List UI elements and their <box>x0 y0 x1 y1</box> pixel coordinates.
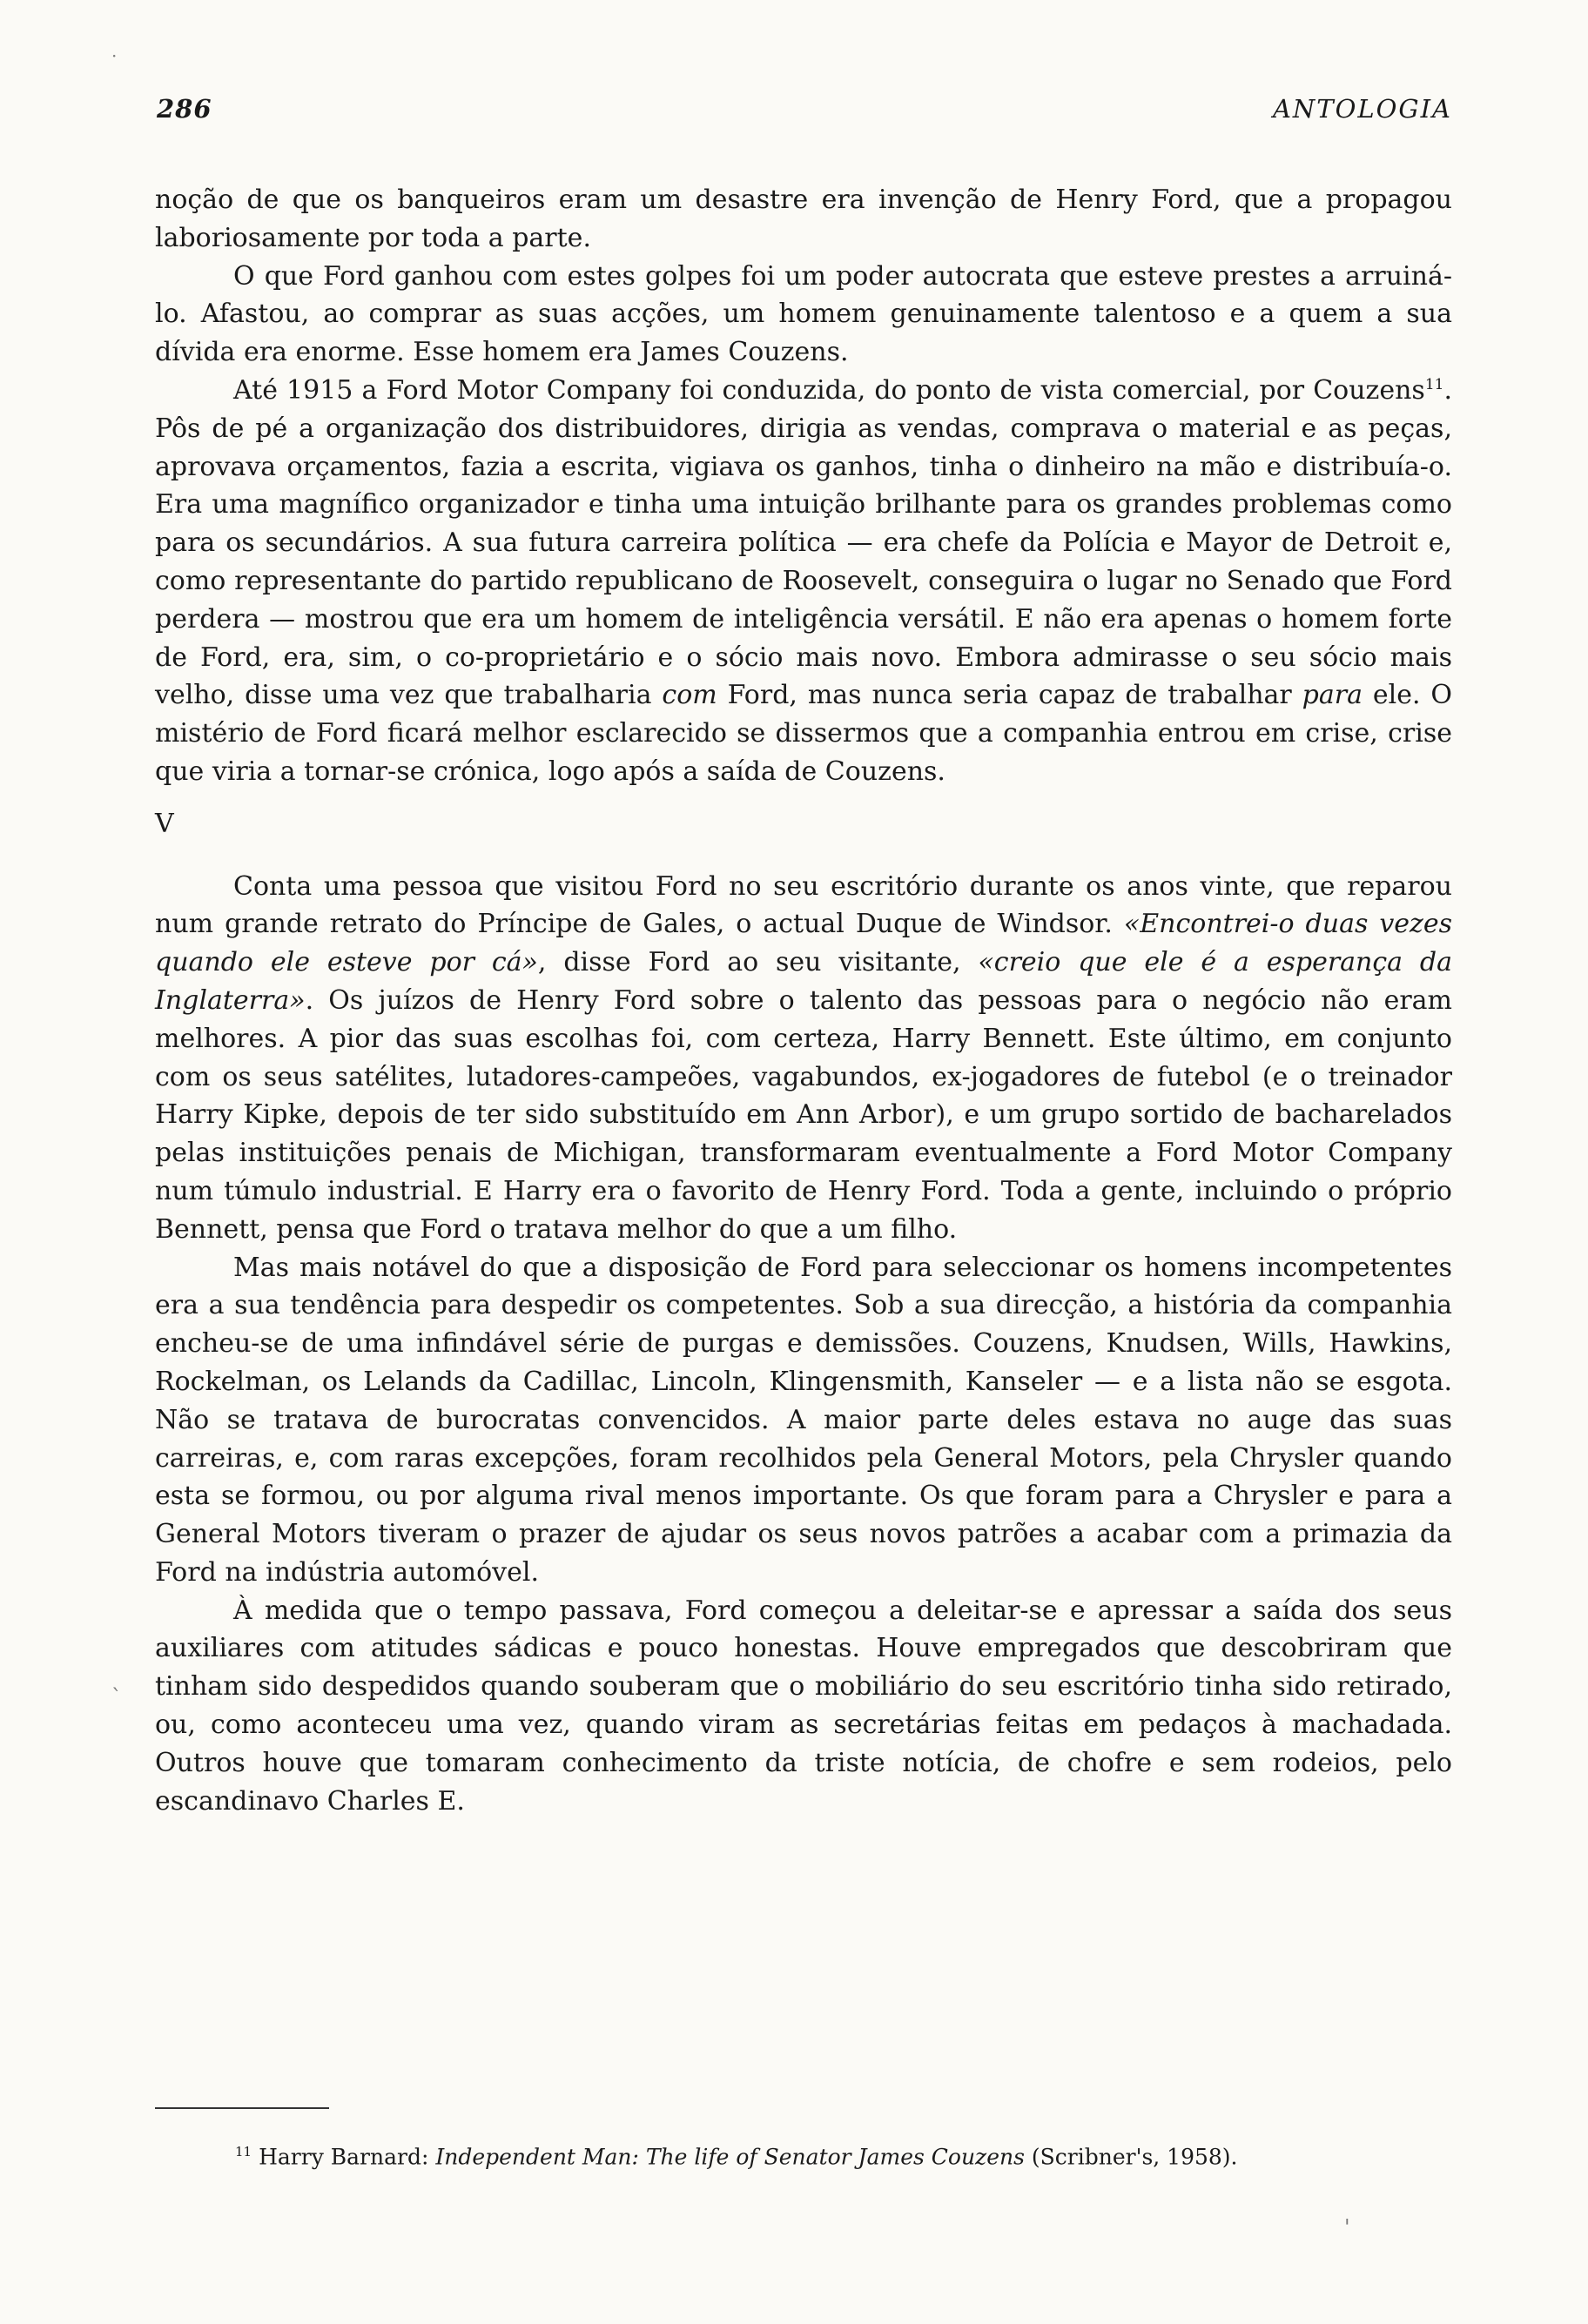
footnote-divider <box>155 2107 329 2109</box>
paragraph-text: . Pôs de pé a organização dos distribuidores, dirigia as vendas, comprava o material e as peças, aprovava orçamentos, fazia a escrita, vigiava os ganhos, tinha o dinheiro na mão e distribuía-o. Era uma magnífico organizador e tinha uma intuição brilhante para os grandes problemas como para os secundários. A sua futura carreira política — era chefe da Polícia e Mayor de Detroit e, como representante do partido republicano de Roosevelt, conseguira o lugar no Senado que Ford perdera — mostrou que era um homem de inteligência versátil. E não era apenas o homem forte de Ford, era, sim, o co-proprietário e o sócio mais novo. Embora admirasse o seu sócio mais velho, disse uma vez que trabalharia <box>155 374 1452 711</box>
footnote <box>235 2137 1471 2172</box>
paragraph: O que Ford ganhou com estes golpes foi um poder autocrata que esteve prestes a arruiná-lo. Afastou, ao comprar as suas acções, um homem genuinamente talentoso e a quem a sua dívida era enorme. Esse homem era James Couzens. <box>155 260 1452 368</box>
paragraph-text: Ford, mas nunca seria capaz de trabalhar <box>717 680 1302 711</box>
stray-mark: ` <box>111 1685 122 1709</box>
paragraph-text: . Os juízos de Henry Ford sobre o talento das pessoas para o negócio não eram melhores. A pior das suas escolhas foi, com certeza, Harry Bennett. Este último, em conjunto com os seus satélites, lutadores-campeões, vagabundos, ex-jogadores de futebol (e o treinador Harry Kipke, depois de ter sido substituído em Ann Arbor), e um grupo sortido de bacharelados pelas instituições penais de Michigan, transformaram eventualmente a Ford Motor Company num túmulo industrial. E Harry era o favorito de Henry Ford. Toda a gente, incluindo o próprio Bennett, pensa que Ford o tratava melhor do que a um filho. <box>155 984 1452 1245</box>
footnote-number: 11 <box>235 2144 252 2159</box>
body-text <box>155 181 1452 1820</box>
footnote-reference: 11 <box>1424 375 1444 393</box>
running-title: ANTOLOGIA <box>1272 94 1452 124</box>
paragraph-text: Conta uma pessoa que visitou Ford no seu escritório durante os anos vinte, que reparou num grande retrato do Príncipe de Gales, o actual Duque de Windsor. <box>155 870 1452 940</box>
paragraph: Mas mais notável do que a disposição de Ford para seleccionar os homens incompetentes era a sua tendência para despedir os competentes. Sob a sua direcção, a história da companhia encheu-se de uma infindável série de purgas e demissões. Couzens, Knudsen, Wills, Hawkins, Rockelman, os Lelands da Cadillac, Lincoln, Klingensmith, Kanseler — e a lista não se esgota. Não se tratava de burocratas convencidos. A maior parte deles estava no auge das suas carreiras, e, com raras excepções, foram recolhidos pela General Motors, pela Chrysler quando esta se formou, ou por alguma rival menos importante. Os que foram para a Chrysler e para a General Motors tiveram o prazer de ajudar os seus novos patrões a acabar com a primazia da Ford na indústria automóvel. <box>155 1252 1452 1588</box>
emphasis: com <box>662 680 717 711</box>
footnote-title: Independent Man: The life of Senator James Couzens <box>435 2144 1025 2170</box>
page-header <box>157 94 1452 129</box>
paragraph-text: ele. O mistério de Ford ficará melhor esclarecido se dissermos que a companhia entrou em crise, crise que viria a tornar-se crónica, logo após a saída de Couzens. <box>155 680 1453 787</box>
footnote-author: Harry Barnard: <box>259 2144 436 2170</box>
quotation: «creio que ele é a esperança da Inglaterra» <box>155 947 1453 1016</box>
quotation: «Encontrei-o duas vezes quando ele esteve por cá» <box>155 909 1452 978</box>
paragraph-text: Até 1915 a Ford Motor Company foi conduzida, do ponto de vista comercial, por Couzens <box>233 374 1425 406</box>
emphasis: para <box>1302 680 1363 711</box>
paragraph-text: , disse Ford ao seu visitante, <box>537 947 979 978</box>
stray-mark: ' <box>1344 2215 1350 2240</box>
paragraph <box>155 372 1452 791</box>
footnote-publisher: (Scribner's, 1958). <box>1024 2144 1238 2170</box>
paragraph: noção de que os banqueiros eram um desastre era invenção de Henry Ford, que a propagou laboriosamente por toda a parte. <box>155 185 1452 253</box>
paragraph: À medida que o tempo passava, Ford começou a deleitar-se e apressar a saída dos seus auxiliares com atitudes sádicas e pouco honestas. Houve empregados que descobriram que tinham sido despedidos quando souberam que o mobiliário do seu escritório tinha sido retirado, ou, como aconteceu uma vez, quando viram as secretárias feitas em pedaços à machadada. Outros houve que tomaram conhecimento da triste notícia, de chofre e sem rodeios, pelo escandinavo Charles E. <box>155 1595 1452 1817</box>
page-number: 286 <box>157 94 212 124</box>
section-marker: V <box>155 808 174 839</box>
paragraph <box>155 868 1452 1249</box>
stray-mark: · <box>111 45 118 66</box>
